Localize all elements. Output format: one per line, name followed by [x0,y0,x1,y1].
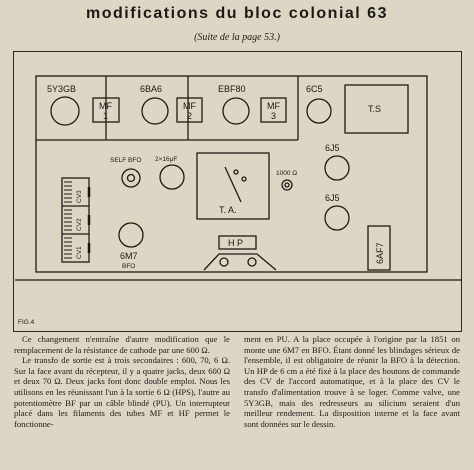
label-6j5-a: 6J5 [325,143,340,153]
label-mf3-b: 3 [271,111,277,121]
resistor-1000 [282,180,292,190]
paragraph: Ce changement n'entraîne d'autre modification que le remplacement de la résistance de cathode par une 600 Ω. [14,334,230,355]
label-cv3: CV3 [76,190,83,203]
article-title: modifications du bloc colonial 63 [86,5,388,22]
tube-socket-5y3gb [51,97,79,125]
tube-socket-6j5-a [325,156,349,180]
self-bfo-coil [122,169,140,187]
tube-socket-6ba6 [142,98,168,124]
tube-socket-6j5-b [325,206,349,230]
label-ta: T. A. [219,205,237,215]
label-bfo: BFO [122,263,136,270]
article-body [14,334,460,470]
figure-number: FIG.4 [18,319,35,326]
tube-socket-ebf80 [223,98,249,124]
label-5y3gb: 5Y3GB [47,84,77,94]
capacitor-2x16 [160,165,184,189]
tube-socket-6m7 [119,223,143,247]
label-cv1: CV1 [76,246,83,259]
label-6c5: 6C5 [306,84,323,94]
label-6j5-b: 6J5 [325,193,340,203]
tube-socket-6c5 [307,99,331,123]
label-ebf80: EBF80 [218,84,246,94]
label-mf2-b: 2 [187,111,193,121]
article-subtitle: (Suite de la page 53.) [194,32,280,43]
label-hp: H P [228,238,244,248]
article-column-right [244,334,460,470]
label-resistor: 1000 Ω [276,170,298,177]
label-self-bfo: SELF BFO [110,157,142,164]
label-mf3-a: MF [267,101,280,111]
article-column-left [14,334,230,470]
label-6ba6: 6BA6 [140,84,163,94]
chassis-figure [13,51,462,332]
hp-speaker-cone [204,254,276,270]
label-mf1-a: MF [99,101,112,111]
label-mf1-b: 1 [103,111,109,121]
label-ts: T.S [368,104,382,114]
chassis-drawing [14,52,463,333]
paragraph: Le transfo de sortie est à trois secondaires : 600, 70, 6 Ω. Sur la face avant du récepteur, il y a quatre jacks, deux 600 Ω et deux 70 Ω. Deux jacks font donc double emploi. Nous les utilisons en les réunissant l'un à la sortie 6 Ω (HPS), l'autre au potentiomètre BF par un câble blindé (PU). Un interrupteur placé dans les filaments des tubes MF et HF permet le fonctionne- [14,355,230,429]
label-cv2: CV2 [76,218,83,231]
label-capacitor: 2×16μF [155,156,178,163]
paragraph: ment en PU. A la place occupée à l'origine par la 1851 on monte une 6M7 en BFO. Étant donné les blindages sérieux de l'ensemble, il est obligatoire de réunir la BFO à la détection. Un HP de 6 cm a été fixé à la place des boutons de commande des CV de l'accord automatique, et à la place des CV le transfo d'alimentation trouve à se loger. Comme valve, une 5Y3GB, mais des redresseurs au silicium seraient d'un meilleur rendement. La disposition interne et la face avant sont données sur le dessin. [244,334,460,429]
label-mf2-a: MF [183,101,196,111]
label-6m7: 6M7 [120,251,138,261]
label-6af7: 6AF7 [375,242,385,264]
